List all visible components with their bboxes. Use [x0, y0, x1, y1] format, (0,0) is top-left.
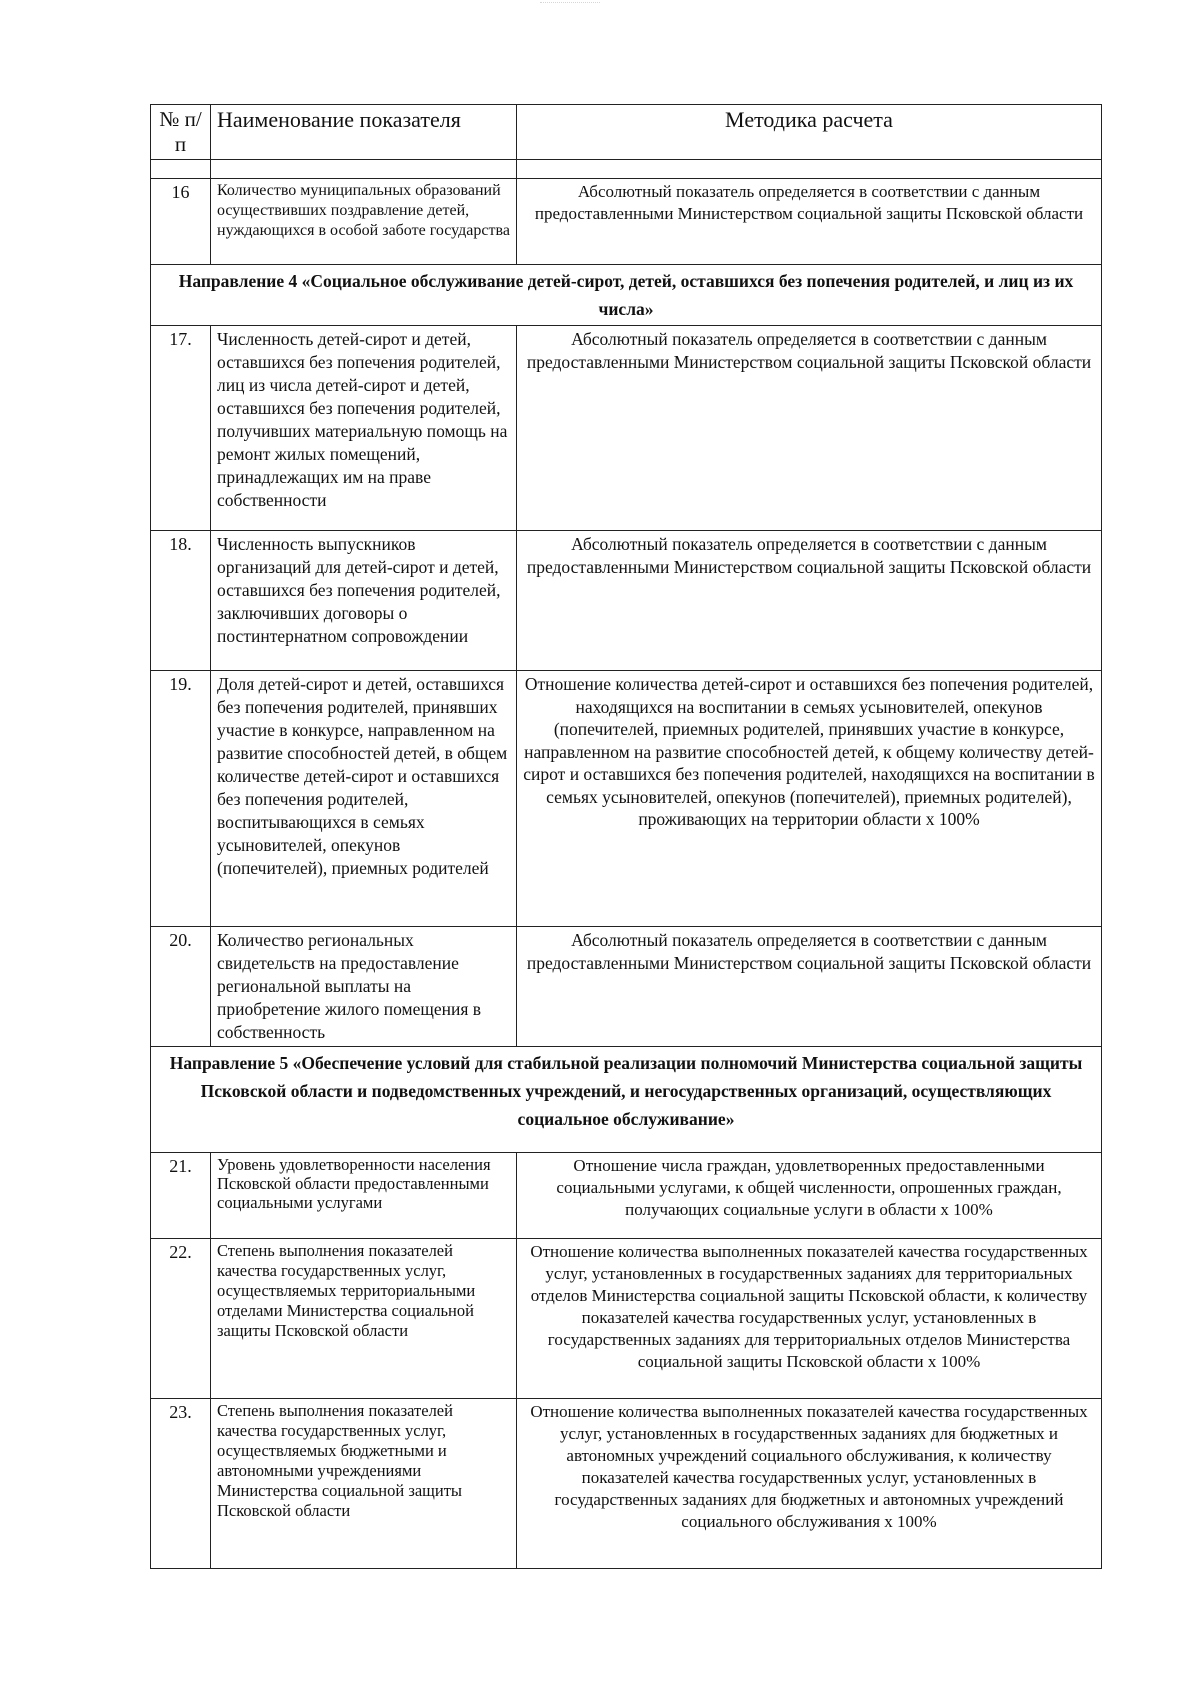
indicator-name: Степень выполнения показателей качества государственных услуг, осуществляемых территориальными отделами Министерства социальной защиты Псковской области: [211, 1239, 517, 1399]
section-heading: Направление 5 «Обеспечение условий для стабильной реализации полномочий Министерства социальной защиты Псковской области и подведомственных учреждений, и негосударственных организаций, осуществляющих социальное обслуживание»: [151, 1047, 1102, 1153]
calculation-method: Отношение количества детей-сирот и оставшихся без попечения родителей, находящихся на воспитании в семьях усыновителей, опекунов (попечителей, приемных родителей, принявших участие в конкурсе, направленном на развитие способностей детей, к общему количеству детей-сирот и оставшихся без попечения родителей, находящихся на воспитании в семьях усыновителей, опекунов (попечителей), приемных родителей), проживающих на территории области х 100%: [517, 671, 1102, 927]
row-number: 20.: [151, 927, 211, 1047]
table-row: [151, 1239, 1102, 1399]
indicator-name: Количество муниципальных образований осуществивших поздравление детей, нуждающихся в особой заботе государства: [211, 179, 517, 265]
section-row: [151, 265, 1102, 326]
header-num: № п/п: [151, 105, 211, 160]
row-number: 22.: [151, 1239, 211, 1399]
section-row: [151, 1047, 1102, 1153]
header-method: Методика расчета: [517, 105, 1102, 160]
row-number: 23.: [151, 1399, 211, 1569]
calculation-method: Отношение количества выполненных показателей качества государственных услуг, установленных в государственных заданиях для территориальных отделов Министерства социальной защиты Псковской области, к количеству показателей качества государственных услуг, установленных в государственных заданиях для территориальных отделов Министерства социальной защиты Псковской области х 100%: [517, 1239, 1102, 1399]
indicator-name: Уровень удовлетворенности населения Псковской области предоставленными социальными услугами: [211, 1153, 517, 1239]
table-row: [151, 1399, 1102, 1569]
row-number: 21.: [151, 1153, 211, 1239]
table-row: [151, 927, 1102, 1047]
table-header-row: [151, 105, 1102, 160]
indicators-table: [150, 104, 1102, 1569]
indicator-name: Количество региональных свидетельств на предоставление региональной выплаты на приобретение жилого помещения в собственность: [211, 927, 517, 1047]
table-row: [151, 179, 1102, 265]
row-number: 16: [151, 179, 211, 265]
calculation-method: Абсолютный показатель определяется в соответствии с данным предоставленными Министерством социальной защиты Псковской области: [517, 326, 1102, 531]
indicator-name: Степень выполнения показателей качества государственных услуг, осуществляемых бюджетными и автономными учреждениями Министерства социальной защиты Псковской области: [211, 1399, 517, 1569]
header-name: Наименование показателя: [211, 105, 517, 160]
calculation-method: Абсолютный показатель определяется в соответствии с данным предоставленными Министерством социальной защиты Псковской области: [517, 179, 1102, 265]
indicator-name: Доля детей-сирот и детей, оставшихся без попечения родителей, принявших участие в конкурсе, направленном на развитие способностей детей, в общем количестве детей-сирот и оставшихся без попечения родителей, воспитывающихся в семьях усыновителей, опекунов (попечителей), приемных родителей: [211, 671, 517, 927]
row-number: 19.: [151, 671, 211, 927]
calculation-method: Абсолютный показатель определяется в соответствии с данным предоставленными Министерством социальной защиты Псковской области: [517, 927, 1102, 1047]
row-number: 18.: [151, 531, 211, 671]
scan-artifact: [540, 2, 600, 15]
calculation-method: Абсолютный показатель определяется в соответствии с данным предоставленными Министерством социальной защиты Псковской области: [517, 531, 1102, 671]
table-row: [151, 326, 1102, 531]
table-row: [151, 531, 1102, 671]
header-spacer-row: [151, 160, 1102, 179]
calculation-method: Отношение количества выполненных показателей качества государственных услуг, установленных в государственных заданиях для бюджетных и автономных учреждений социального обслуживания, к количеству показателей качества государственных услуг, установленных в государственных заданиях для бюджетных и автономных учреждений социального обслуживания х 100%: [517, 1399, 1102, 1569]
row-number: 17.: [151, 326, 211, 531]
indicator-name: Численность выпускников организаций для детей-сирот и детей, оставшихся без попечения родителей, заключивших договоры о постинтернатном сопровождении: [211, 531, 517, 671]
table-row: [151, 1153, 1102, 1239]
calculation-method: Отношение числа граждан, удовлетворенных предоставленными социальными услугами, к общей численности, опрошенных граждан, получающих социальные услуги в области х 100%: [517, 1153, 1102, 1239]
indicator-name: Численность детей-сирот и детей, оставшихся без попечения родителей, лиц из числа детей-сирот и детей, оставшихся без попечения родителей, получивших материальную помощь на ремонт жилых помещений, принадлежащих им на праве собственности: [211, 326, 517, 531]
section-heading: Направление 4 «Социальное обслуживание детей-сирот, детей, оставшихся без попечения родителей, и лиц из их числа»: [151, 265, 1102, 326]
table-row: [151, 671, 1102, 927]
